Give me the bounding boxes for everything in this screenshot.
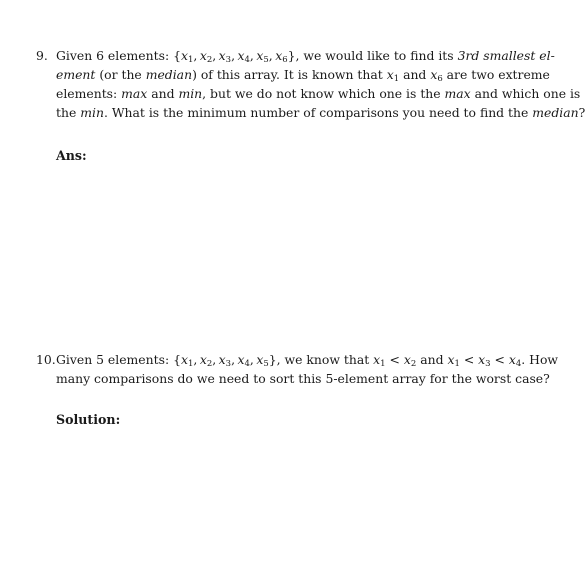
- problem-number: 10.: [36, 352, 56, 367]
- math-variable: $x_4$: [237, 48, 250, 65]
- text-segment: }, we would like to find its: [287, 48, 458, 63]
- math-variable: $x_2$: [199, 48, 213, 65]
- text-line: Given 5 elements: {$x_1$, $x_2$, $x_3$, $x_4$, $x_5$}, we know that $x_1 < x_2$ and $x_1 < x_3 < x_4$. How: [56, 352, 559, 369]
- math-variable: $x_1$: [180, 48, 194, 65]
- answer-label: Ans:: [56, 148, 87, 163]
- solution-label: Solution:: [56, 412, 121, 427]
- text-segment: <: [490, 352, 509, 367]
- text-segment: <: [459, 352, 479, 367]
- math-variable: $x_1$: [447, 352, 460, 369]
- text-segment: ?: [578, 105, 586, 120]
- text-line: Given 6 elements: {$x_1$, $x_2$, $x_3$, $x_4$, $x_5$, $x_6$}, we would like to find its 3rd smallest el-: [56, 48, 555, 65]
- problem-10: [36, 350, 559, 388]
- math-variable: $x_2$: [199, 352, 213, 369]
- text-segment: Given 5 elements: {: [56, 352, 181, 367]
- text-segment: (or the: [95, 67, 146, 82]
- text-segment: . What is the minimum number of comparisons you need to find the: [103, 105, 533, 120]
- emphasis-text: 3rd smallest el-: [457, 48, 555, 63]
- math-variable: $x_1$: [180, 352, 194, 369]
- math-variable: $x_4$: [237, 352, 250, 369]
- math-variable: $x_6$: [430, 67, 443, 84]
- emphasis-text: median: [145, 67, 193, 82]
- text-segment: . How: [521, 352, 559, 367]
- emphasis-text: min: [178, 86, 203, 101]
- text-segment: many comparisons do we need to sort this 5-element array for the worst case?: [56, 371, 550, 386]
- text-segment: the: [56, 105, 81, 120]
- text-segment: and which one is: [470, 86, 581, 101]
- math-variable: $x_1$: [373, 352, 386, 369]
- text-line: [56, 369, 550, 388]
- emphasis-text: min: [80, 105, 104, 120]
- math-variable: $x_6$: [275, 48, 288, 65]
- math-variable: $x_5$: [256, 48, 269, 65]
- problem-9: [36, 46, 586, 122]
- text-segment: and: [416, 352, 448, 367]
- math-variable: $x_5$: [256, 352, 269, 369]
- math-variable: $x_3$: [478, 352, 491, 369]
- emphasis-text: max: [121, 86, 148, 101]
- text-segment: Given 6 elements: {: [56, 48, 181, 63]
- text-segment: are two extreme: [442, 67, 550, 82]
- text-segment: and: [147, 86, 179, 101]
- math-variable: $x_1$: [386, 67, 400, 84]
- math-variable: $x_4$: [508, 352, 522, 369]
- math-variable: $x_3$: [218, 352, 232, 369]
- text-segment: }, we know that: [268, 352, 374, 367]
- text-segment: ) of this array. It is known that: [192, 67, 387, 82]
- text-segment: <: [385, 352, 404, 367]
- problem-text: [56, 46, 586, 122]
- problem-text: [56, 350, 559, 388]
- emphasis-text: max: [444, 86, 471, 101]
- emphasis-text: ement: [56, 67, 96, 82]
- text-line: [56, 103, 586, 122]
- math-variable: $x_3$: [218, 48, 232, 65]
- problem-number: 9.: [36, 48, 48, 63]
- text-segment: elements:: [56, 86, 122, 101]
- emphasis-text: median: [532, 105, 579, 120]
- math-variable: $x_2$: [403, 352, 417, 369]
- text-segment: and: [399, 67, 431, 82]
- text-line: [56, 65, 550, 84]
- text-segment: , but we do not know which one is the: [202, 86, 445, 101]
- text-line: [56, 84, 581, 103]
